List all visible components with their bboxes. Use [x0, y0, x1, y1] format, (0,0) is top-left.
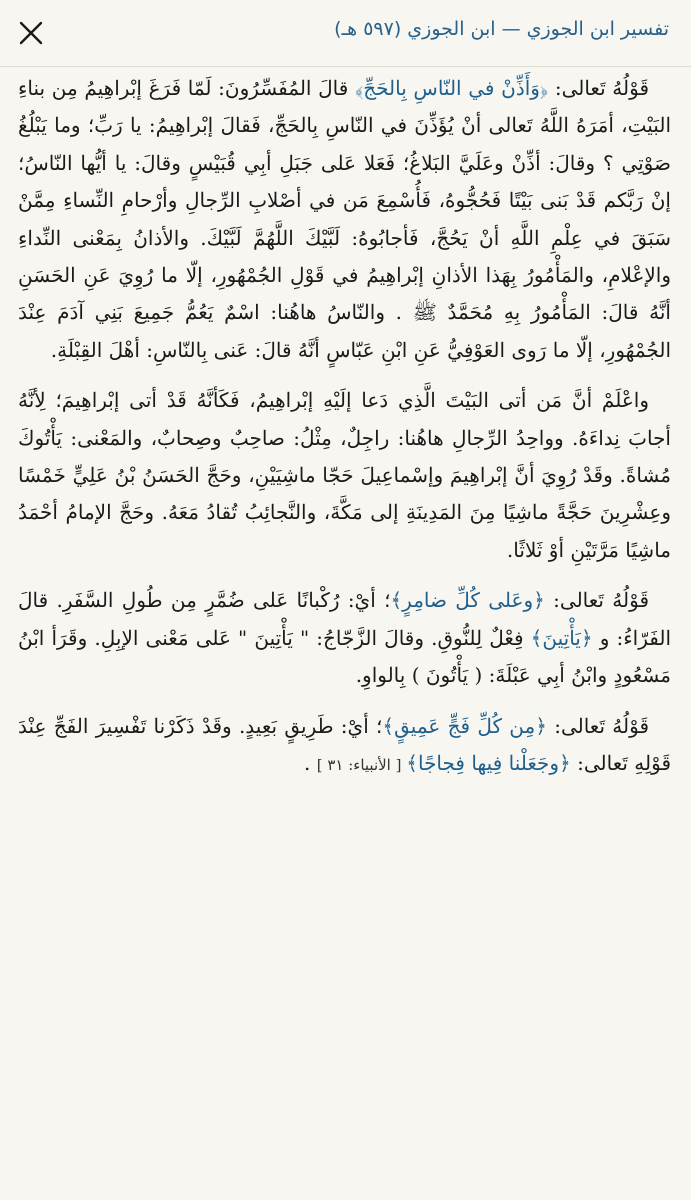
- close-button[interactable]: [14, 16, 48, 50]
- commentary-text: قَوْلُهُ تَعالى:: [548, 76, 650, 100]
- commentary-text: فِعْلٌ لِلنُّوقِ. وقالَ الزَّجّاجُ: " يَأْتِينَ " عَلى مَعْنى الإبِلِ. وقَرَأ ابْنُ مَسْعُودٍ وابْنُ أبِي عَبْلَةَ: ( يَأْتُونَ ) بِالواوِ.: [18, 625, 671, 688]
- tafsir-text: [18, 70, 671, 1200]
- commentary-text: واعْلَمْ أنَّ مَن أتى البَيْتَ الَّذِي دَعا إلَيْهِ إبْراهِيمُ، فَكَأنَّهُ قَدْ أتى إبْراهِيمَ؛ لِأنَّهُ أجابَ نِداءَهُ. وواحِدُ الرِّجالِ هاهُنا: راجِلٌ، مِثْلُ: صاحِبٌ وصِحابٌ، والمَعْنى: يَأْتُوكَ مُشاةً. وقَدْ رُوِيَ أنَّ إبْراهِيمَ وإسْماعِيلَ حَجّا ماشِيَيْنِ، وحَجَّ الحَسَنُ بْنُ عَلِيٍّ خَمْسًا وعِشْرِينَ حَجَّةً ماشِيًا مِنَ المَدِينَةِ إلى مَكَّةَ، والنَّجائِبُ تُقادُ مَعَهُ. وحَجَّ الإمامُ أحْمَدُ ماشِيًا مَرَّتَيْنِ أوْ ثَلاثًا.: [18, 388, 671, 562]
- quran-verse: ﴿مِن كُلِّ فَجٍّ عَمِيقٍ﴾: [382, 713, 547, 738]
- top-bar: [0, 0, 691, 67]
- commentary-text: ؛ أيْ: طَرِيقٍ بَعِيدٍ. وقَدْ ذَكَرْنا تَفْسِيرَ الفَجِّ عِنْدَ قَوْلِهِ تَعالى:: [18, 713, 671, 775]
- quran-verse: ﴿وجَعَلْنا فِيها فِجاجًا﴾: [406, 750, 571, 775]
- commentary-text: .: [303, 750, 317, 775]
- verse-reference: [ الأنبياء: ٣١ ]: [316, 755, 407, 774]
- page-title: تفسير ابن الجوزي — ابن الجوزي (٥٩٧ هـ): [334, 18, 669, 40]
- commentary-text: قَوْلُهُ تَعالى:: [544, 588, 650, 613]
- commentary-text: قَوْلُهُ تَعالى:: [546, 713, 650, 738]
- paragraph: [18, 582, 671, 694]
- paragraph: [18, 70, 671, 369]
- commentary-text: قالَ المُفَسِّرُونَ: لَمّا فَرَغَ إبْراهِيمُ مِن بناءِ البَيْتِ، أمَرَهُ اللَّهُ تَعالى أنْ يُؤَذِّنَ في النّاسِ بِالحَجِّ، فَقالَ إبْراهِيمُ: يا رَبِّ؛ وما يَبْلُغُ صَوْتِي ؟ وقالَ: أذِّنْ وعَلَيَّ البَلاغُ؛ فَعَلا عَلى جَبَلِ أبِي قُبَيْسٍ وقالَ: يا أيُّها النّاسُ؛ إنْ رَبَّكم قَدْ بَنى بَيْتًا فَحُجُّوهُ، فَأُسْمِعَ مَن في أصْلابِ الرِّجالِ وأرْحامِ النِّساءِ مِمَّنْ سَبَقَ في عِلْمِ اللَّهِ أنْ يَحُجَّ، فَأجابُوهُ: لَبَّيْكَ اللَّهُمَّ لَبَّيْكَ. والأذانُ بِمَعْنى النِّداءِ والإعْلامِ، والمَأْمُورُ بِهَذا الأذانِ إبْراهِيمُ في قَوْلِ الجُمْهُورِ، إلّا ما رُوِيَ عَنِ الحَسَنِ أنَّهُ قالَ: المَأْمُورُ بِهِ مُحَمَّدٌ ﷺ . والنّاسُ هاهُنا: اسْمٌ يَعُمُّ جَمِيعَ بَنِي آدَمَ عِنْدَ الجُمْهُورِ، إلّا ما رَوى العَوْفِيُّ عَنِ ابْنِ عَبّاسٍ أنَّهُ قالَ: عَنى بِالنّاسِ: أهْلَ القِبْلَةِ.: [18, 76, 671, 362]
- paragraph: [18, 708, 671, 785]
- close-icon: [18, 20, 44, 46]
- paragraph: [18, 382, 671, 569]
- quran-verse: ﴿يَأْتِينَ﴾: [530, 625, 593, 650]
- quran-verse: ﴿وَأَذِّنْ في النّاسِ بِالحَجِّ﴾: [354, 76, 549, 100]
- commentary-text: ؛ أيْ: رُكْبانًا عَلى ضُمَّرٍ مِن طُولِ السَّفَرِ. قالَ الفَرّاءُ: و: [18, 588, 671, 650]
- quran-verse: ﴿وعَلى كُلِّ ضامِرٍ﴾: [390, 588, 545, 613]
